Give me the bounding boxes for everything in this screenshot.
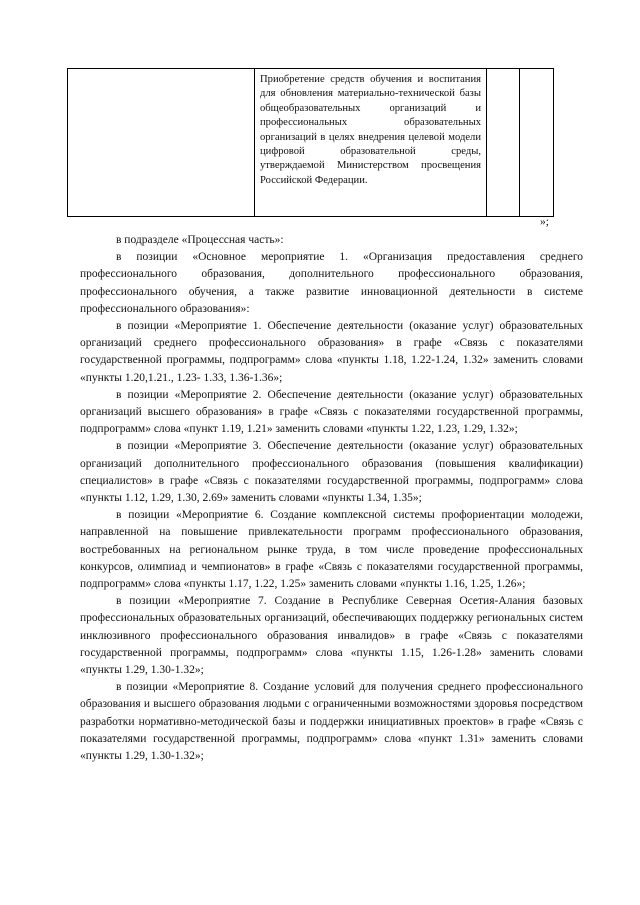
paragraph-5: в позиции «Мероприятие 3. Обеспечение деятельности (оказание услуг) образовательных организаций дополнительного профессионального образования (повышения квалификации) специалистов» в графе «Связь с показателями государственной программы, подпрограмм» слова «пункты 1.12, 1.29, 1.30, 2.69» заменить словами «пункты 1.34, 1.35»; [80, 440, 583, 505]
table-cell-content: Приобретение средств обучения и воспитания для обновления материально-технической базы общеобразовательных организаций и профессиональных образовательных организаций в целях внедрения целевой модели цифровой образовательной среды, утверждаемой Министерством просвещения Российской Федерации. [260, 74, 481, 186]
table-cell-empty-1 [68, 69, 255, 217]
paragraph-1: в подразделе «Процессная часть»: [116, 234, 284, 246]
table-cell-text [255, 69, 487, 217]
paragraph-3: в позиции «Мероприятие 1. Обеспечение деятельности (оказание услуг) образовательных организаций среднего профессионального образования» в графе «Связь с показателями государственной программы, подпрограмм» слова «пункты 1.18, 1.22-1.24, 1.32» заменить словами «пункты 1.20,1.21., 1.23- 1.33, 1.36-1.36»; [80, 320, 583, 384]
closing-quote-mark: »; [540, 216, 549, 228]
paragraph-6: в позиции «Мероприятие 6. Создание комплексной системы профориентации молодежи, направленной на повышение привлекательности программ профессионального образования, востребованных на региональном рынке труда, в том числе проведение профессиональных конкурсов, олимпиад и чемпионатов» в графе «Связь с показателями государственной программы, подпрограмм» слова «пункты 1.17, 1.22, 1.25» заменить словами «пункты 1.16, 1.25, 1.26»; [80, 509, 583, 591]
paragraph-7: в позиции «Мероприятие 7. Создание в Республике Северная Осетия-Алания базовых профессиональных образовательных организаций, обеспечивающих поддержку региональных систем инклюзивного профессионального образования инвалидов» в графе «Связь с показателями государственной программы, подпрограмм» слова «пункты 1.15, 1.26-1.28» заменить словами «пункты 1.29, 1.30-1.32»; [80, 595, 583, 677]
document-body [80, 232, 583, 765]
table-cell-empty-2 [487, 69, 520, 217]
paragraph-2: в позиции «Основное мероприятие 1. «Организация предоставления среднего профессионального образования, дополнительного профессионального образования, профессионального обучения, а также развитие инновационной деятельности в системе профессионального образования»: [80, 251, 583, 315]
paragraph-4: в позиции «Мероприятие 2. Обеспечение деятельности (оказание услуг) образовательных организаций высшего образования» в графе «Связь с показателями государственной программы, подпрограмм» слова «пункт 1.19, 1.21» заменить словами «пункты 1.22, 1.23, 1.29, 1.32»; [80, 388, 583, 436]
paragraph-8: в позиции «Мероприятие 8. Создание условий для получения среднего профессионального образования и высшего образования людьми с ограниченными возможностями здоровья посредством разработки нормативно-методической базы и поддержки инициативных проектов» в графе «Связь с показателями государственной программы, подпрограмм» слова «пункт 1.31» заменить словами «пункты 1.29, 1.30-1.32»; [80, 681, 583, 763]
table-cell-empty-3 [520, 69, 554, 217]
table-fragment [67, 68, 554, 217]
